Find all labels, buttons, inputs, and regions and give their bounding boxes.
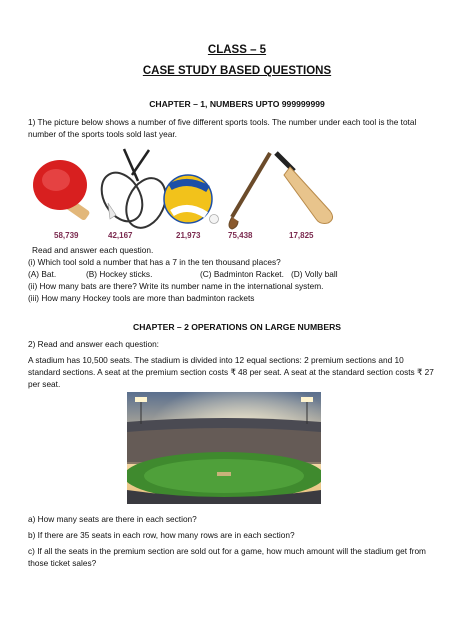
- badminton-racket-sold-count: 42,167: [108, 231, 133, 240]
- instruction-text: Read and answer each question.: [32, 245, 154, 255]
- question-2-c-line-1: c) If all the seats in the premium section are sold out for a game, how much amount will the stadium get from: [28, 546, 426, 556]
- page-subtitle: CASE STUDY BASED QUESTIONS: [142, 65, 332, 77]
- question-1-line-1: 1) The picture below shows a number of five different sports tools. The number under each tool is the total: [28, 117, 417, 127]
- stadium-illustration: [127, 392, 321, 504]
- stadium-image: [127, 392, 321, 504]
- cricket-bat-sold-count: 17,825: [289, 231, 314, 240]
- question-1-line-2: number of the sports tools sold last year.: [28, 129, 177, 139]
- option-c: (C) Badminton Racket.: [200, 269, 284, 279]
- table-tennis-bat-sold-count: 58,739: [54, 231, 79, 240]
- hockey-stick-icon: [208, 145, 278, 237]
- chapter-1-title: CHAPTER – 1, NUMBERS UPTO 999999999: [149, 99, 325, 109]
- option-a: (A) Bat.: [28, 269, 57, 279]
- question-2-b: b) If there are 35 seats in each row, how many rows are in each section?: [28, 530, 295, 540]
- option-b: (B) Hockey sticks.: [86, 269, 153, 279]
- hockey-stick-sold-count: 75,438: [228, 231, 253, 240]
- table-tennis-bat-icon: [30, 145, 100, 237]
- chapter-2-title: CHAPTER – 2 OPERATIONS ON LARGE NUMBERS: [132, 322, 342, 332]
- stadium-paragraph-line-2: standard sections. A seat at the premium section costs ₹ 48 per seat. A seat at the standard section costs ₹ 27: [28, 367, 434, 377]
- sports-tools-image: [30, 145, 350, 237]
- question-2-a: a) How many seats are there in each section?: [28, 514, 197, 524]
- question-1-i-options: [28, 269, 448, 281]
- question-1-iii: (iii) How many Hockey tools are more than badminton rackets: [28, 293, 255, 303]
- stadium-paragraph-line-1: A stadium has 10,500 seats. The stadium is divided into 12 equal sections: 2 premium sections and 10: [28, 355, 404, 365]
- class-title: CLASS – 5: [207, 44, 267, 56]
- question-2: 2) Read and answer each question:: [28, 339, 159, 349]
- option-d: (D) Volly ball: [291, 269, 338, 279]
- question-1-ii: (ii) How many bats are there? Write its number name in the international system.: [28, 281, 324, 291]
- question-2-c-line-2: those ticket sales?: [28, 558, 97, 568]
- cricket-bat-icon: [270, 145, 350, 237]
- question-1-i: (i) Which tool sold a number that has a 7 in the ten thousand places?: [28, 257, 281, 267]
- stadium-paragraph-line-3: per seat.: [28, 379, 61, 389]
- volleyball-sold-count: 21,973: [176, 231, 201, 240]
